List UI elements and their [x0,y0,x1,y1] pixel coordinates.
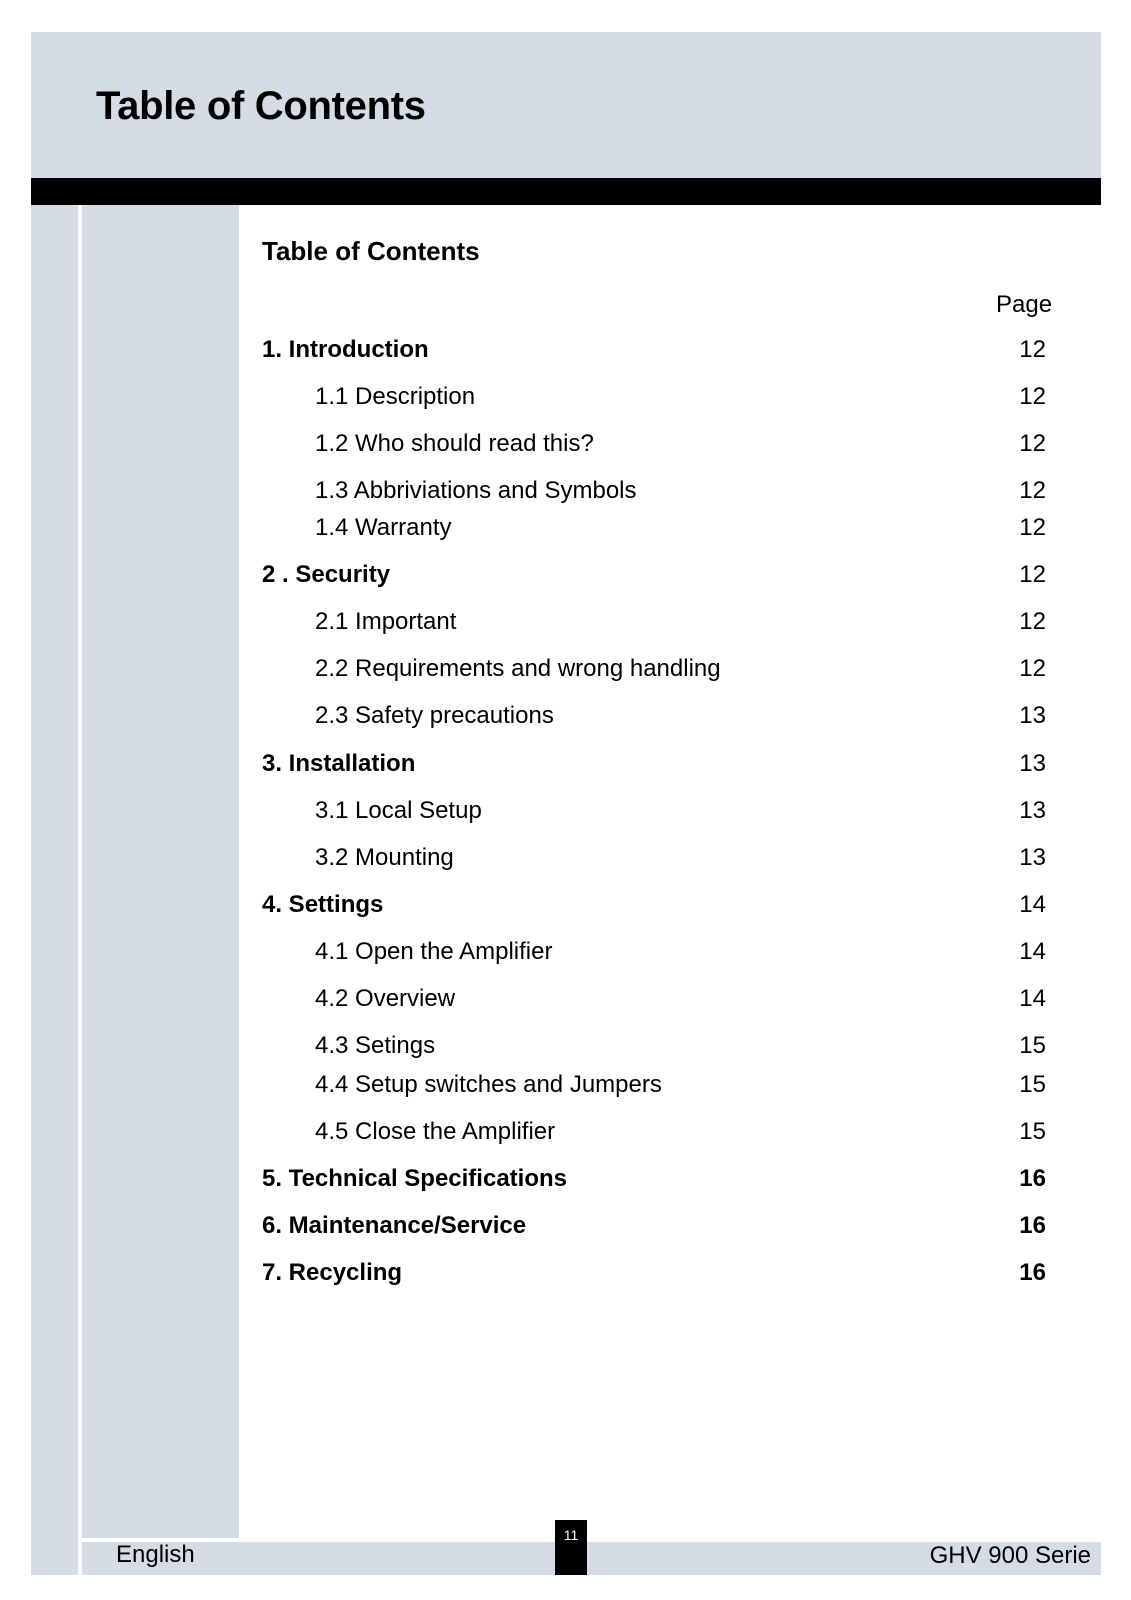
page-header-title: Table of Contents [96,84,426,128]
page-column-label: Page [996,291,1053,318]
toc-entry-page: 12 [1019,383,1046,410]
toc-entry-label: 5. Technical Specifications [262,1165,567,1192]
toc-entry-description[interactable] [262,383,1046,415]
toc-title: Table of Contents [262,236,480,266]
toc-entry-page: 14 [1019,891,1046,918]
toc-entry-local-setup[interactable] [262,797,1046,829]
toc-entry-page: 12 [1019,608,1046,635]
toc-entry-label: 6. Maintenance/Service [262,1212,527,1239]
toc-entry-abbriviations[interactable] [262,477,1046,509]
toc-entry-page: 16 [1019,1165,1046,1192]
footer-language: English [116,1541,195,1568]
toc-entry-page: 16 [1019,1259,1046,1286]
toc-entry-label: 7. Recycling [262,1259,403,1286]
toc-entry-label: 3. Installation [262,750,416,777]
toc-entry-requirements[interactable] [262,655,1046,687]
toc-entry-page: 15 [1019,1032,1046,1059]
toc-entry-page: 15 [1019,1071,1046,1098]
toc-entry-page: 12 [1019,336,1046,363]
toc-entry-page: 16 [1019,1212,1046,1239]
toc-entry-label: 1.3 Abbriviations and Symbols [315,477,637,504]
toc-entry-label: 4.5 Close the Amplifier [315,1118,556,1145]
toc-entry-maintenance-service[interactable] [262,1212,1046,1244]
toc-entry-close-amplifier[interactable] [262,1118,1046,1150]
toc-entry-page: 15 [1019,1118,1046,1145]
toc-entry-label: 4.3 Setings [315,1032,436,1059]
toc-entry-page: 12 [1019,561,1046,588]
toc-entry-security[interactable] [262,561,1046,593]
footer-page-number: 11 [555,1520,587,1575]
toc-entry-label: 4.2 Overview [315,985,456,1012]
toc-entry-warranty[interactable] [262,514,1046,546]
toc-entry-setings[interactable] [262,1032,1046,1064]
toc-entry-introduction[interactable] [262,336,1046,368]
toc-entry-page: 13 [1019,844,1046,871]
toc-entry-label: 2.1 Important [315,608,457,635]
toc-entry-who-should-read[interactable] [262,430,1046,462]
toc-entry-page: 13 [1019,797,1046,824]
toc-entry-page: 12 [1019,514,1046,541]
toc-entry-important[interactable] [262,608,1046,640]
toc-entry-page: 12 [1019,430,1046,457]
toc-entry-label: 1.2 Who should read this? [315,430,594,457]
toc-entry-label: 4.1 Open the Amplifier [315,938,553,965]
toc-entry-overview[interactable] [262,985,1046,1017]
footer-series: GHV 900 Serie [929,1542,1091,1569]
toc-entry-page: 14 [1019,938,1046,965]
toc-entry-page: 14 [1019,985,1046,1012]
toc-entry-label: 3.1 Local Setup [315,797,482,824]
toc-entry-setup-switches[interactable] [262,1071,1046,1103]
toc-entry-label: 3.2 Mounting [315,844,454,871]
toc-entry-page: 13 [1019,702,1046,729]
toc-entry-label: 1.1 Description [315,383,476,410]
toc-entry-label: 1. Introduction [262,336,429,363]
toc-entry-open-amplifier[interactable] [262,938,1046,970]
toc-entry-label: 4. Settings [262,891,384,918]
toc-entry-recycling[interactable] [262,1259,1046,1291]
toc-entry-settings[interactable] [262,891,1046,923]
toc-entry-page: 12 [1019,477,1046,504]
toc-entry-label: 2 . Security [262,561,391,588]
toc-entry-label: 4.4 Setup switches and Jumpers [315,1071,662,1098]
toc-entry-page: 12 [1019,655,1046,682]
toc-entry-page: 13 [1019,750,1046,777]
toc-entry-safety-precautions[interactable] [262,702,1046,734]
toc-entry-technical-specifications[interactable] [262,1165,1046,1197]
toc-entry-label: 2.3 Safety precautions [315,702,554,729]
toc-entry-installation[interactable] [262,750,1046,782]
toc-entry-label: 1.4 Warranty [315,514,452,541]
toc-entry-mounting[interactable] [262,844,1046,876]
toc-entry-label: 2.2 Requirements and wrong handling [315,655,721,682]
